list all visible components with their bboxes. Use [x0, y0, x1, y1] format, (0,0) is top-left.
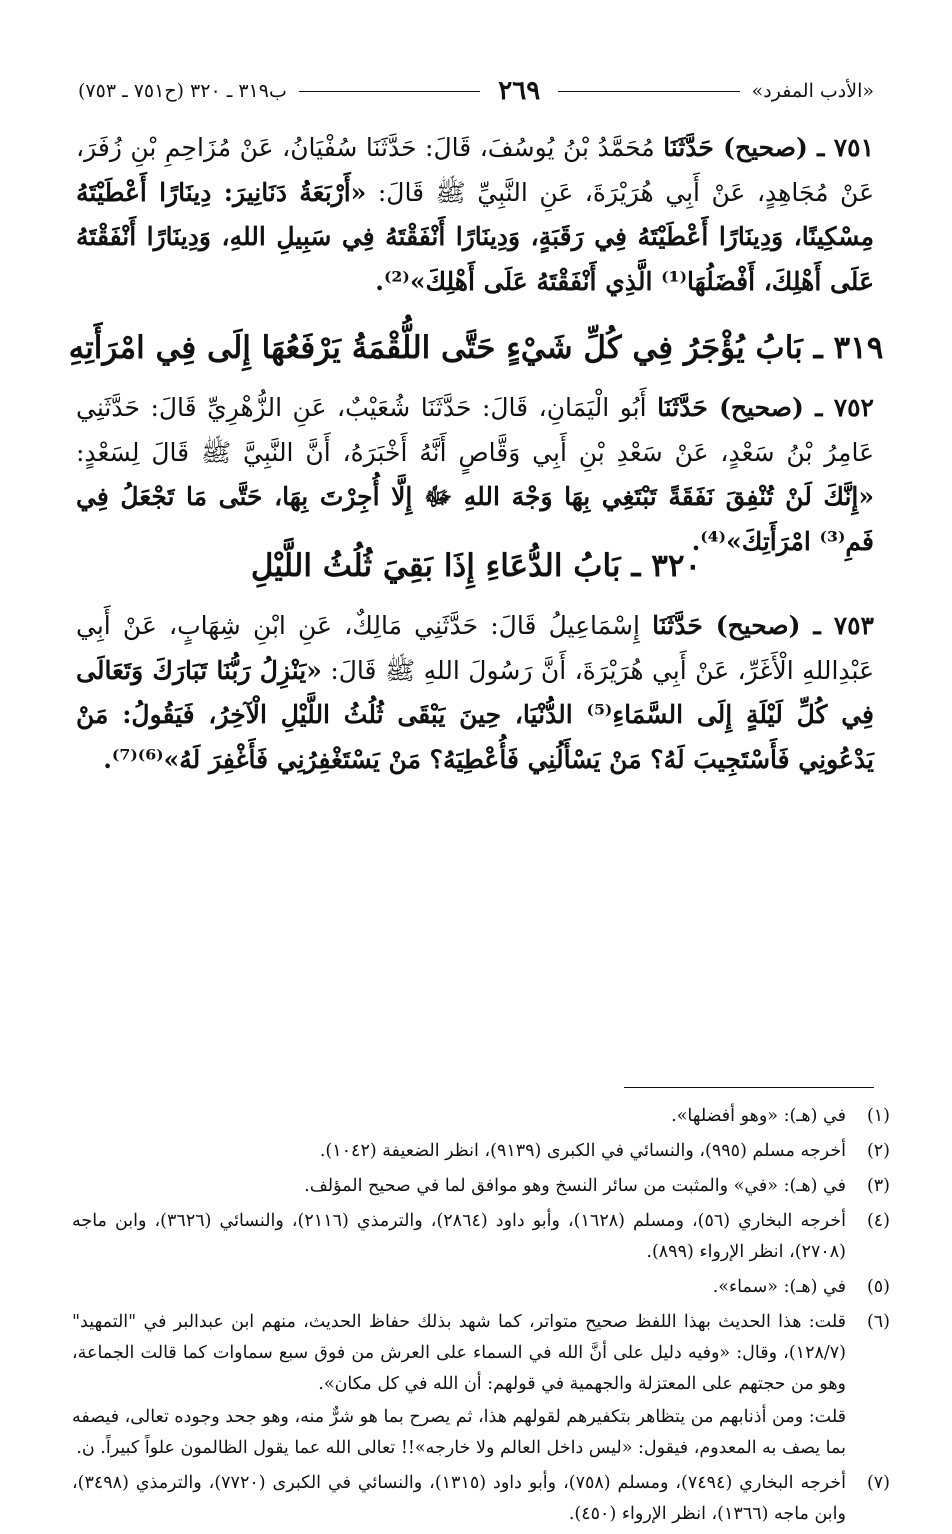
- footnote-text: في (هـ): «في» والمثبت من سائر النسخ وهو موافق لما في صحيح المؤلف.: [304, 1176, 846, 1196]
- footnote-number: (٦): [866, 1312, 890, 1332]
- hadith-751-prefix: ٧٥١ ـ (صحيح) حَدَّثَنَا: [663, 133, 875, 162]
- footnote-text: أخرجه البخاري (٧٤٩٤)، ومسلم (٧٥٨)، وأبو داود (١٣١٥)، والنسائي في الكبرى (٧٧٢٠)، والترمذي (٣٤٩٨)، وابن ماجه (١٣٦٦)، انظر الإرواء (٤٥٠).: [72, 1473, 846, 1524]
- footnote-2: [72, 1136, 890, 1167]
- footnote-text: أخرجه البخاري (٥٦)، ومسلم (١٦٢٨)، وأبو داود (٢٨٦٤)، والترمذي (٢١١٦)، والنسائي (٣٦٢٦)، وابن ماجه (٢٧٠٨)، انظر الإرواء (٨٩٩).: [72, 1211, 846, 1262]
- footnote-text: قلت: هذا الحديث بهذا اللفظ صحيح متواتر، كما شهد بذلك حفاظ الحديث، منهم ابن عبدالبر في "التمهيد" (١٢٨/٧)، وقال: «وفيه دليل على أنَّ الله في السماء على العرش من فوق سبع سماوات كما قالت الجماعة، وهو من حجتهم على المعتزلة والجهمية في قولهم: أن الله في كل مكان».: [72, 1312, 846, 1394]
- hadith-752-matn: «إِنَّكَ لَنْ تُنْفِقَ نَفَقَةً تَبْتَغِي بِهَا وَجْهَ اللهِ ﷻ إِلَّا أُجِرْتَ بِهَا، حَتَّى مَا تَجْعَلُ فِي فَمِ⁽³⁾ امْرَأَتِكَ»⁽⁴⁾.: [76, 482, 874, 556]
- footnote-5: [72, 1272, 890, 1303]
- book-title: «الأدب المفرد»: [751, 80, 874, 102]
- footnote-text: أخرجه مسلم (٩٩٥)، والنسائي في الكبرى (٩١٣٩)، انظر الضعيفة (١٠٤٢).: [319, 1141, 846, 1161]
- chapter-hadith-range: ب٣١٩ ـ ٣٢٠ (ح٧٥١ ـ ٧٥٣): [77, 80, 287, 102]
- footnote-4: [72, 1206, 890, 1268]
- footnote-body: [72, 1307, 846, 1464]
- hadith-753: [76, 604, 874, 782]
- footnote-1: [72, 1101, 890, 1132]
- footnote-number: (٣): [866, 1176, 890, 1196]
- hadith-753-prefix: ٧٥٣ ـ (صحيح) حَدَّثَنَا: [652, 611, 874, 640]
- footnote-text: في (هـ): «سماء».: [712, 1277, 846, 1297]
- header-rule: [299, 91, 480, 92]
- footnote-separator: [624, 1087, 874, 1088]
- hadith-753-isnad: إِسْمَاعِيلُ قَالَ: حَدَّثَنِي مَالِكٌ، عَنِ ابْنِ شِهَابٍ، عَنْ أَبِي عَبْدِاللهِ الْأَغَرِّ، عَنْ أَبِي هُرَيْرَةَ، أَنَّ رَسُولَ اللهِ ﷺ قَالَ:: [76, 611, 874, 685]
- chapter-319-title: ٣١٩ ـ بَابُ يُؤْجَرُ فِي كُلِّ شَيْءٍ حَتَّى اللُّقْمَةُ يَرْفَعُهَا إِلَى فِي امْرَأَتِهِ: [68, 330, 884, 366]
- footnote-continuation: قلت: ومن أذنابهم من يتظاهر بتكفيرهم لقولهم هذا، ثم يصرح بما هو شرٌّ منه، وهو جحد وجوده تعالى، فيصفه بما يصف به المعدوم، فيقول: «ليس داخل العالم ولا خارجه»!! تعالى الله عما يقول الظالمون علواً كبيراً. ن.: [72, 1407, 846, 1458]
- footnote-7: [72, 1468, 890, 1530]
- footnote-3: [72, 1171, 890, 1202]
- hadith-751-matn: «أَرْبَعَةُ دَنَانِيرَ: دِينَارًا أَعْطَيْتَهُ مِسْكِينًا، وَدِينَارًا أَعْطَيْتَهُ فِي رَقَبَةٍ، وَدِينَارًا أَنْفَقْتَهُ فِي سَبِيلِ اللهِ، وَدِينَارًا أَنْفَقْتَهُ عَلَى أَهْلِكَ، أَفْضَلُهَا⁽¹⁾ الَّذِي أَنْفَقْتَهُ عَلَى أَهْلِكَ»⁽²⁾.: [76, 177, 874, 296]
- chapter-320-title: ٣٢٠ ـ بَابُ الدُّعَاءِ إِذَا بَقِيَ ثُلُثُ اللَّيْلِ: [250, 548, 702, 584]
- hadith-751: [76, 126, 874, 304]
- footnote-text: في (هـ): «وهو أفضلها».: [671, 1106, 846, 1126]
- footnote-6: [72, 1307, 890, 1464]
- hadith-752-prefix: ٧٥٢ ـ (صحيح) حَدَّثَنَا: [657, 393, 874, 422]
- footnote-number: (٢): [866, 1141, 890, 1161]
- hadith-751-isnad: مُحَمَّدُ بْنُ يُوسُفَ، قَالَ: حَدَّثَنَا سُفْيَانُ، عَنْ مُزَاحِمِ بْنِ زُفَرَ، عَنْ مُجَاهِدٍ، عَنْ أَبِي هُرَيْرَةَ، عَنِ النَّبِيِّ ﷺ قَالَ:: [76, 133, 874, 207]
- page-number: ٢٦٩: [498, 76, 541, 106]
- running-header: [78, 74, 874, 108]
- footnote-number: (١): [866, 1106, 890, 1126]
- hadith-753-matn: «يَنْزِلُ رَبُّنَا تَبَارَكَ وَتَعَالَى فِي كُلِّ لَيْلَةٍ إِلَى السَّمَاءِ⁽⁵⁾ الدُّنْيَا، حِينَ يَبْقَى ثُلُثُ اللَّيْلِ الْآخِرُ، فَيَقُولُ: مَنْ يَدْعُونِي فَأَسْتَجِيبَ لَهُ؟ مَنْ يَسْأَلُنِي فَأُعْطِيَهُ؟ مَنْ يَسْتَغْفِرُنِي فَأَغْفِرَ لَهُ»⁽⁶⁾⁽⁷⁾.: [76, 655, 874, 774]
- header-rule: [558, 91, 739, 92]
- hadith-752-isnad: أَبُو الْيَمَانِ، قَالَ: حَدَّثَنَا شُعَيْبٌ، عَنِ الزُّهْرِيِّ قَالَ: حَدَّثَنِي عَامِرُ بْنُ سَعْدٍ، عَنْ سَعْدِ بْنِ أَبِي وَقَّاصٍ أَنَّهُ أَخْبَرَهُ، أَنَّ النَّبِيَّ ﷺ قَالَ لِسَعْدٍ:: [76, 393, 874, 467]
- footnote-number: (٧): [866, 1473, 890, 1493]
- hadith-752: [76, 386, 874, 564]
- footnote-number: (٥): [866, 1277, 890, 1297]
- footnotes: [72, 1101, 890, 1534]
- footnote-number: (٤): [866, 1211, 890, 1231]
